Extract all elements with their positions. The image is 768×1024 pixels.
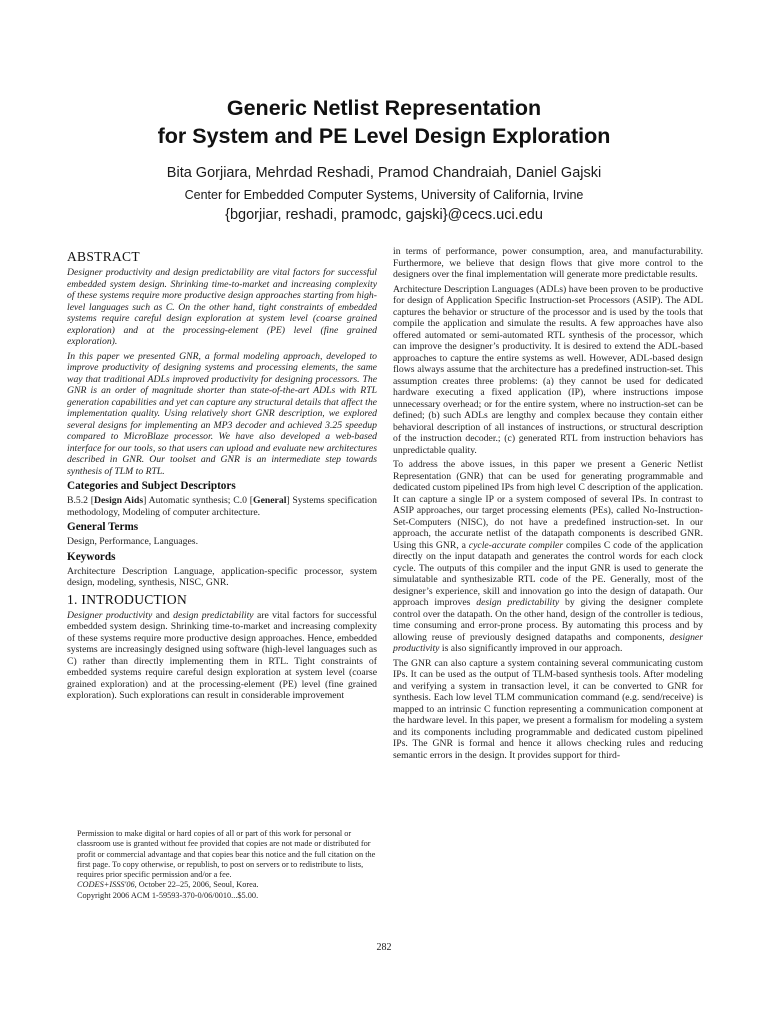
left-column — [67, 246, 377, 705]
categories-text-3: ] Systems specification methodology, Modeling of computer architecture. — [67, 495, 377, 518]
introduction-heading: 1. INTRODUCTION — [67, 591, 187, 607]
conference-line — [77, 880, 377, 890]
author-emails: {bgorjiar, reshadi, pramodc, gajski}@cecs.uci.edu — [225, 207, 543, 223]
gnr-design-predictability: design predictability — [476, 597, 560, 608]
permission-text: Permission to make digital or hard copies of all or part of this work for personal or classroom use is granted without fee provided that copies are not made or distributed for profit or commercial advantage and that copies bear this notice and the full citation on the first page. To copy otherwise, or republish, to post on servers or to redistribute to lists, requires prior specific permission and/or a fee. — [77, 829, 376, 880]
categories-text — [67, 495, 377, 518]
abstract-body — [67, 267, 377, 477]
conference-details: , October 22–25, 2006, Seoul, Korea. — [134, 880, 259, 890]
introduction-paragraph — [67, 610, 377, 702]
affiliation: Center for Embedded Computer Systems, University of California, Irvine — [184, 188, 584, 202]
categories-design-aids: Design Aids — [94, 495, 144, 506]
gnr-text-b: compiles C code of the application directly on the input datapath and generates the control words for each clock cycle. The outputs of this compiler and the input GNR is used to generate the simulatable and synthesizable RTL code of the PE. Generally, most of the designer’s experience, skill and innovation go into the design of datapath. Our approach improves — [393, 539, 704, 608]
abstract-paragraph-1: Designer productivity and design predictability are vital factors for successful embedded system design. Shrinking time-to-market and increasing complexity of these systems require more productive design approaches starting from high-level languages such as C. On the other hand, tight constraints of embedded systems require careful design exploration at system level (coarse grained exploration) and at the processing-element (PE) level (fine grained exploration). — [67, 267, 377, 347]
abstract-heading: ABSTRACT — [67, 249, 140, 264]
right-paragraph-0: in terms of performance, power consumption, area, and manufacturability. Furthermore, we believe that design flows that give more control to the designers over the final implementation will generate more predictable results. — [393, 246, 703, 280]
gnr-text-c: by giving the designer complete control over the datapath. On the other hand, design of the controller is tedious, time consuming and error-prone process. By automating this process and by allowing reuse of previously designed datapaths and components, — [393, 597, 703, 643]
right-paragraph-gnr — [393, 459, 703, 655]
author-list: Bita Gorjiara, Mehrdad Reshadi, Pramod Chandraiah, Daniel Gajski — [166, 165, 602, 181]
gnr-designer-productivity: designer productivity — [393, 631, 703, 654]
categories-general: General — [253, 495, 287, 506]
general-terms-text: Design, Performance, Languages. — [67, 536, 199, 547]
general-terms-heading: General Terms — [67, 521, 139, 533]
paper-title — [0, 94, 768, 150]
gnr-text-d: is also significantly improved in our approach. — [439, 643, 623, 654]
copyright-line: Copyright 2006 ACM 1-59593-370-0/06/0010...$5.00. — [77, 890, 259, 900]
right-column — [393, 246, 703, 764]
intro-text-body: are vital factors for successful embedded system design. Shrinking time-to-market and increasing complexity of these systems require more productive design approaches. Hence, embedded systems are increasingly designed using software (high-level languages such as C) rather than directly implementing them in RTL. Tight constraints of embedded systems require careful design exploration at system level (coarse grained exploration) and at the processing-element (PE) level (fine grained exploration). Such explorations can result in considerable improvement — [67, 609, 377, 701]
right-paragraph-adl: Architecture Description Languages (ADLs) have been proven to be productive for design of Application Specific Instruction-set Processors (ASIP). The ADL captures the behavior or structure of the processor and is used by the tools that compile the application and simulate the results. A few approaches have also offered automated or semi-automated RTL synthesis of the processor, which can improve the designer’s productivity. It is desired to extend the ADL-based approaches to capture the entire systems as well. However, ADL-based design flows always assume that the architecture has a predefined instruction-set. This assumption creates three problems: (a) they cannot be used for dedicated hardware executing a fixed application (IP), where instructions impose unnecessary overhead; or for the entire system, where no instruction-set can be defined; (b) such ADLs are lengthy and complex because they contain either behavioral description of all instances of instructions, or structural description of the instruction decoder.; (c) generated RTL from instruction behaviors has unpredictable quality. — [393, 283, 703, 456]
keywords-heading: Keywords — [67, 550, 116, 563]
categories-text-1: B.5.2 [ — [67, 495, 95, 506]
gnr-cycle-accurate-compiler: cycle-accurate compiler — [468, 539, 564, 551]
title-line-2: for System and PE Level Design Exploration — [157, 124, 611, 148]
categories-text-2: ] Automatic synthesis; C.0 [ — [143, 495, 254, 506]
intro-designer-productivity: Designer productivity — [67, 609, 153, 621]
right-paragraph-system: The GNR can also capture a system containing several communicating custom IPs. It can be used as the output of TLM-based synthesis tools. After modeling and verifying a system in transaction level, it can be converted to GNR for synthesis. Each low level TLM communication command (e.g. send/receive) is mapped to an intrinsic C function representing a communication component at the hardware level. In this paper, we present a formalism for modeling a system and its components including programmable and dedicated custom pipelined IPs. The GNR is formal and hence it allows checking rules and reducing semantic errors in the design. It provides support for third- — [393, 657, 703, 761]
abstract-paragraph-2: In this paper we presented GNR, a formal modeling approach, developed to improve productivity of designing systems and processing elements, the same way that traditional ADLs improved productivity for designing processors. The GNR is an order of magnitude shorter than state-of-the-art ADLs with RTL generation capabilities and yet can capture any structural details that affect the implementation quality. Using relatively short GNR description, we explored several designs for implementing an MP3 decoder and achieved 3.25 speedup compared to MicroBlaze processor. We have also developed a web-based interface for our tools, so that users can upload and evaluate new architectures described in GNR. Our toolset and GNR is an intermediate step towards synthesis of TLM to RTL. — [67, 350, 377, 477]
conference-name: CODES+ISSS'06 — [77, 880, 135, 890]
categories-heading: Categories and Subject Descriptors — [67, 480, 236, 492]
gnr-text-a: To address the above issues, in this paper we present a Generic Netlist Representation (GNR) that can be used for generating programmable and dedicated custom pipelined IPs from high level C description of the application. It can capture a single IP or a system composed of several IPs. In contrast to ASIP approaches, our target processing elements (PEs), called No-Instruction-Set-Computers (NISC), do not have a predefined instruction-set. In our approach, the accurate netlist of the datapath components is described GNR. Using this GNR, a — [393, 459, 703, 551]
page-number: 282 — [376, 942, 392, 953]
title-line-1: Generic Netlist Representation — [226, 96, 542, 120]
intro-text-and: and — [152, 609, 174, 621]
keywords-text: Architecture Description Language, application-specific processor, system design, modeling, synthesis, NISC, GNR. — [67, 565, 377, 588]
intro-design-predictability: design predictability — [173, 609, 254, 621]
permission-notice — [77, 829, 377, 901]
